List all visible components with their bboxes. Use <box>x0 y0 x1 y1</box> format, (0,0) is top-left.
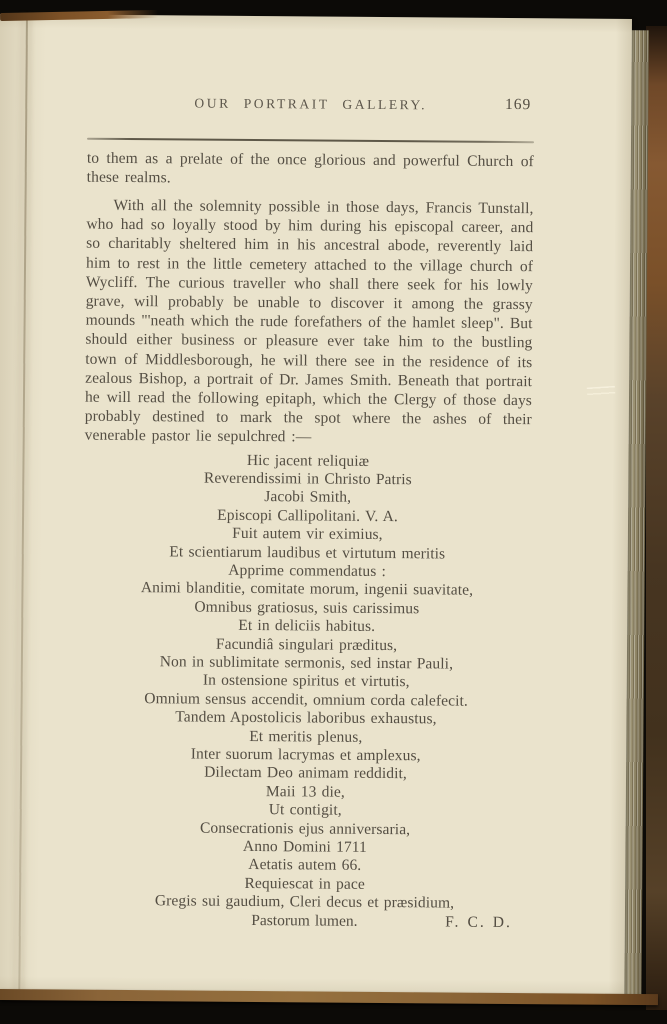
page-gutter-crease <box>18 14 28 992</box>
epitaph-block <box>81 450 532 914</box>
epitaph-line: Aetatis autem 66. <box>248 856 362 875</box>
epitaph-line: Non in sublimitate sermonis, sed instar Pauli, <box>159 653 454 673</box>
paragraph-continuation: to them as a prelate of the once glorious and powerful Church of these realms. <box>86 149 534 187</box>
epitaph-line: Requiescat in pace <box>244 874 365 893</box>
signature-initials: F. C. D. <box>445 913 512 931</box>
epitaph-line: Consecrationis ejus anniversaria, <box>199 819 411 838</box>
epitaph-line: Hic jacent reliquiæ <box>246 451 370 470</box>
epitaph-line: Et meritis plenus, <box>249 727 363 746</box>
page-text-column <box>81 95 535 933</box>
epitaph-line: Fuit autem vir eximius, <box>232 525 383 544</box>
scratch-mark <box>587 386 616 397</box>
epitaph-line: Et scientiarum laudibus et virtutum meritis <box>169 542 446 563</box>
header-rule <box>87 138 534 143</box>
epitaph-closing-line: Pastorum lumen. <box>251 911 358 930</box>
book-cover-right-edge <box>646 26 667 1010</box>
epitaph-line: Inter suorum lacrymas et amplexus, <box>190 745 421 765</box>
epitaph-line: Apprime commendatus : <box>228 561 387 581</box>
running-title: OUR PORTRAIT GALLERY. <box>194 95 428 113</box>
epitaph-line: Animi blanditie, comitate morum, ingenii suavitate, <box>140 579 474 600</box>
epitaph-line: Et in deliciis habitus. <box>238 617 376 636</box>
epitaph-line: Dilectam Deo animam reddidit, <box>204 764 407 783</box>
page-number: 169 <box>504 95 532 114</box>
epitaph-line: Anno Domini 1711 <box>242 838 368 856</box>
epitaph-line: Gregis sui gaudium, Cleri decus et præsidium, <box>154 892 455 912</box>
epitaph-line: Ut contigit, <box>268 801 342 819</box>
epitaph-line: Omnium sensus accendit, omnium corda calefecit. <box>144 689 468 710</box>
epitaph-line: Facundiâ singulari præditus, <box>215 635 398 654</box>
epitaph-line: Tandem Apostolicis laboribus exhaustus, <box>175 708 437 728</box>
epitaph-line: Jacobi Smith, <box>264 488 352 507</box>
epitaph-line: Episcopi Callipolitani. V. A. <box>217 506 399 525</box>
epitaph-line: Omnibus gratiosus, suis carissimus <box>194 598 420 618</box>
paragraph-main: With all the solemnity possible in those days, Francis Tunstall, who had so loyally stood by him during his episcopal career, and so charitably sheltered him in his ancestral abode, reverently laid him to rest in the little cemetery attached to the village church of Wycliff. The curious traveller who shall there seek for his lowly grave, will probably be unable to discover it among the grassy mounds "'neath which the rude forefathers of the hamlet sleep". But should either business or pleasure ever take him to the bustling town of Middlesborough, he will there see in the residence of its zealous Bishop, a portrait of Dr. James Smith. Beneath that portrait he will read the following epitaph, which the Clergy of those days probably destined to mark the spot where the ashes of their venerable pastor lie sepulchred :— <box>84 196 534 446</box>
page-header <box>87 95 534 121</box>
epitaph-line: Maii 13 die, <box>265 782 345 801</box>
book-page <box>0 14 632 997</box>
epitaph-line: Reverendissimi in Christo Patris <box>203 469 412 489</box>
epitaph-line: In ostensione spiritus et virtutis, <box>202 672 410 691</box>
epitaph-closing-row <box>81 910 528 932</box>
